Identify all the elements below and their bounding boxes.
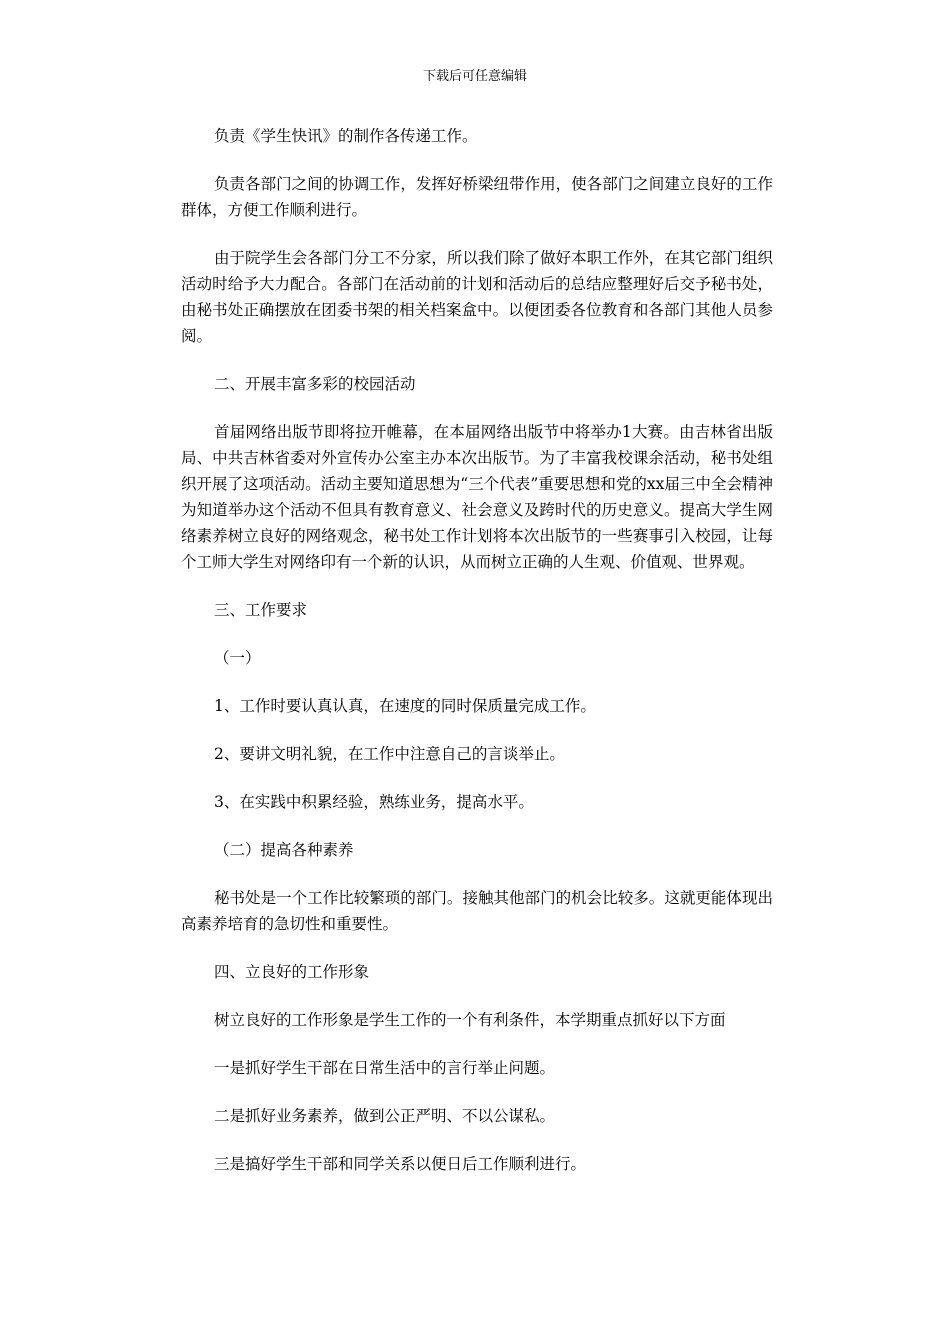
list-item: 二是抓好业务素养，做到公正严明、不以公谋私。	[214, 1107, 556, 1125]
paragraph: 负责《学生快讯》的制作各传递工作。	[214, 127, 478, 145]
document-body	[181, 123, 773, 1199]
section-heading: 四、立良好的工作形象	[214, 963, 370, 981]
list-item: 三是搞好学生干部和同学关系以便日后工作顺利进行。	[214, 1155, 587, 1173]
subsection-heading: （一）	[214, 649, 261, 667]
list-item: 2、要讲文明礼貌，在工作中注意自己的言谈举止。	[214, 745, 565, 763]
page-header: 下载后可任意编辑	[422, 69, 527, 84]
paragraph: 秘书处是一个工作比较繁琐的部门。接触其他部门的机会比较多。这就更能体现出高素养培育的急切性和重要性。	[181, 889, 773, 933]
paragraph: 由于院学生会各部门分工不分家，所以我们除了做好本职工作外，在其它部门组织活动时给予大力配合。各部门在活动前的计划和活动后的总结应整理好后交予秘书处，由秘书处正确摆放在团委书架的相关档案盒中。以便团委各位教育和各部门其他人员参阅。	[181, 249, 773, 345]
paragraph: 首届网络出版节即将拉开帷幕，在本届网络出版节中将举办1大赛。由吉林省出版局、中共吉林省委对外宣传办公室主办本次出版节。为了丰富我校课余活动，秘书处组织开展了这项活动。活动主要知道思想为“三个代表”重要思想和党的xx届三中全会精神为知道举办这个活动不但具有教育意义、社会意义及跨时代的历史意义。提高大学生网络素养树立良好的网络观念，秘书处工作计划将本次出版节的一些赛事引入校园，让每个工师大学生对网络印有一个新的认识，从而树立正确的人生观、价值观、世界观。	[181, 423, 773, 571]
paragraph: 负责各部门之间的协调工作，发挥好桥梁纽带作用，使各部门之间建立良好的工作群体，方便工作顺利进行。	[181, 175, 773, 219]
list-item: 3、在实践中积累经验，熟练业务，提高水平。	[214, 793, 534, 811]
subsection-heading: （二）提高各种素养	[214, 841, 354, 859]
section-heading: 三、工作要求	[214, 601, 308, 619]
list-item: 一是抓好学生干部在日常生活中的言行举止问题。	[214, 1059, 556, 1077]
list-item: 1、工作时要认真认真，在速度的同时保质量完成工作。	[214, 697, 596, 715]
section-heading: 二、开展丰富多彩的校园活动	[214, 375, 416, 393]
paragraph: 树立良好的工作形象是学生工作的一个有利条件，本学期重点抓好以下方面	[214, 1011, 726, 1029]
